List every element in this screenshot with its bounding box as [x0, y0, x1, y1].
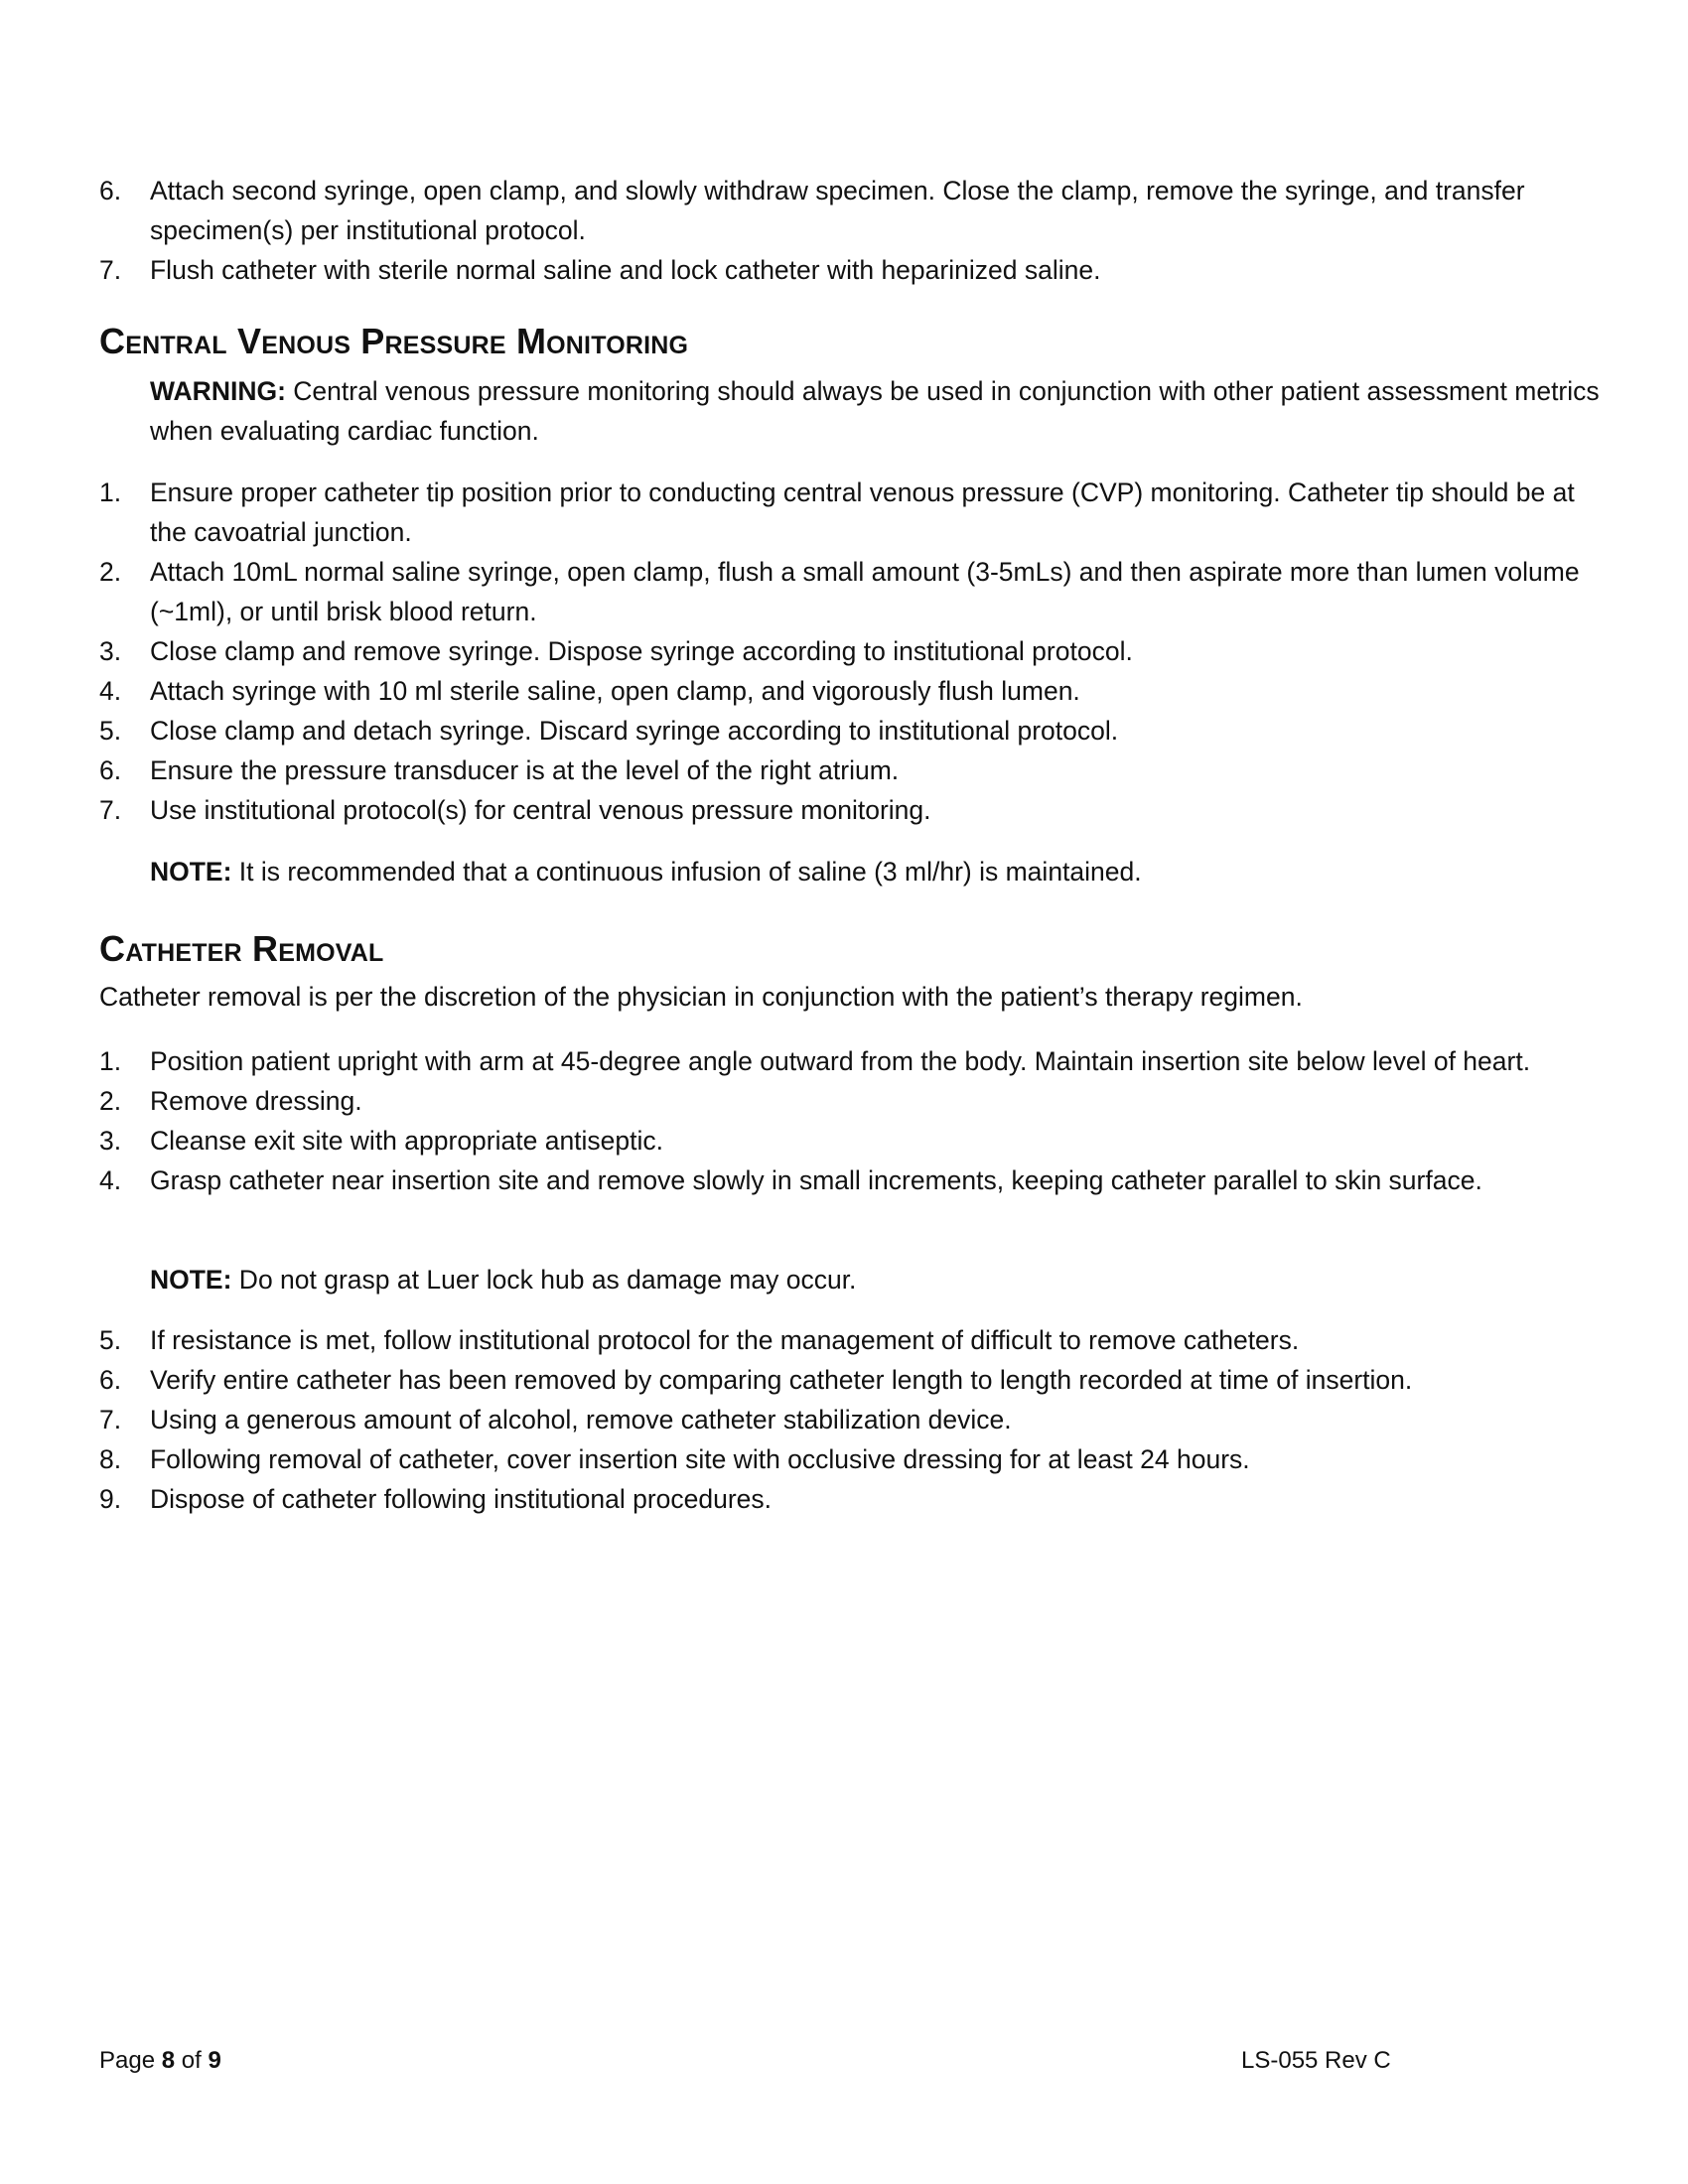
list-item	[99, 473, 1609, 552]
note-text: It is recommended that a continuous infusion of saline (3 ml/hr) is maintained.	[231, 857, 1142, 887]
list-item	[99, 1121, 1609, 1160]
page-number	[99, 2047, 221, 2075]
step-number: 3.	[99, 1126, 122, 1156]
step-text: Close clamp and remove syringe. Dispose syringe according to institutional protocol.	[150, 636, 1133, 666]
list-item	[99, 1320, 1609, 1360]
cvp-note	[150, 852, 1609, 891]
note-label: NOTE:	[150, 1265, 232, 1295]
step-text: Remove dressing.	[150, 1086, 362, 1116]
page-word: Page	[99, 2047, 162, 2074]
list-item	[99, 631, 1609, 671]
list-item	[99, 790, 1609, 830]
list-item	[99, 552, 1609, 631]
step-number: 9.	[99, 1484, 122, 1514]
step-text: Verify entire catheter has been removed by comparing catheter length to length recorded at time of insertion.	[150, 1365, 1413, 1395]
page-total: 9	[208, 2047, 221, 2074]
cvp-steps-list	[99, 473, 1609, 830]
step-text: Following removal of catheter, cover insertion site with occlusive dressing for at least 24 hours.	[150, 1444, 1250, 1474]
step-number: 7.	[99, 255, 122, 285]
step-number: 6.	[99, 755, 122, 785]
step-number: 2.	[99, 1086, 122, 1116]
step-number: 7.	[99, 1405, 122, 1434]
list-item	[99, 1081, 1609, 1121]
step-text: Attach syringe with 10 ml sterile saline, open clamp, and vigorously flush lumen.	[150, 676, 1080, 706]
step-number: 5.	[99, 716, 122, 746]
step-number: 1.	[99, 1046, 122, 1076]
step-number: 8.	[99, 1444, 122, 1474]
step-text: Grasp catheter near insertion site and remove slowly in small increments, keeping catheter parallel to skin surface.	[150, 1165, 1482, 1195]
step-text: Ensure proper catheter tip position prior to conducting central venous pressure (CVP) monitoring. Catheter tip should be at the cavoatrial junction.	[150, 478, 1575, 547]
list-item	[99, 250, 1609, 290]
step-text: Flush catheter with sterile normal saline and lock catheter with heparinized saline.	[150, 255, 1101, 285]
document-id: LS-055 Rev C	[1241, 2047, 1391, 2074]
warning-text: Central venous pressure monitoring should always be used in conjunction with other patient assessment metrics when evaluating cardiac function.	[150, 376, 1600, 446]
step-text: Using a generous amount of alcohol, remove catheter stabilization device.	[150, 1405, 1012, 1434]
list-item	[99, 1439, 1609, 1479]
removal-steps-list-b	[99, 1320, 1609, 1519]
removal-intro: Catheter removal is per the discretion of the physician in conjunction with the patient’s therapy regimen.	[99, 982, 1303, 1012]
list-item	[99, 1160, 1609, 1200]
step-text: Use institutional protocol(s) for central venous pressure monitoring.	[150, 795, 931, 825]
list-item	[99, 1360, 1609, 1400]
step-number: 4.	[99, 676, 122, 706]
step-number: 6.	[99, 176, 122, 205]
step-text: Dispose of catheter following institutional procedures.	[150, 1484, 773, 1514]
list-item	[99, 1479, 1609, 1519]
step-number: 1.	[99, 478, 122, 507]
removal-heading: Catheter Removal	[99, 928, 384, 969]
list-item	[99, 711, 1609, 751]
warning-label: WARNING:	[150, 376, 286, 406]
step-text: Position patient upright with arm at 45-degree angle outward from the body. Maintain insertion site below level of heart.	[150, 1046, 1531, 1076]
step-text: If resistance is met, follow institutional protocol for the management of difficult to remove catheters.	[150, 1325, 1300, 1355]
step-text: Cleanse exit site with appropriate antiseptic.	[150, 1126, 664, 1156]
note-label: NOTE:	[150, 857, 232, 887]
step-text: Close clamp and detach syringe. Discard syringe according to institutional protocol.	[150, 716, 1119, 746]
step-number: 3.	[99, 636, 122, 666]
list-item	[99, 751, 1609, 790]
cvp-heading: Central Venous Pressure Monitoring	[99, 321, 689, 361]
step-number: 5.	[99, 1325, 122, 1355]
list-item	[99, 171, 1609, 250]
step-number: 2.	[99, 557, 122, 587]
note-text: Do not grasp at Luer lock hub as damage may occur.	[231, 1265, 857, 1295]
list-item	[99, 1400, 1609, 1439]
cvp-warning	[150, 371, 1609, 451]
removal-steps-list-a	[99, 1041, 1609, 1200]
step-number: 6.	[99, 1365, 122, 1395]
step-number: 4.	[99, 1165, 122, 1195]
step-text: Attach second syringe, open clamp, and slowly withdraw specimen. Close the clamp, remove the syringe, and transfer specimen(s) per institutional protocol.	[150, 176, 1525, 245]
list-item	[99, 1041, 1609, 1081]
intro-steps-list	[99, 171, 1609, 290]
page-current: 8	[161, 2047, 176, 2074]
removal-note	[150, 1260, 1609, 1299]
step-text: Attach 10mL normal saline syringe, open clamp, flush a small amount (3-5mLs) and then aspirate more than lumen volume (~1ml), or until brisk blood return.	[150, 557, 1580, 626]
step-text: Ensure the pressure transducer is at the level of the right atrium.	[150, 755, 900, 785]
step-number: 7.	[99, 795, 122, 825]
of-word: of	[175, 2047, 209, 2074]
list-item	[99, 671, 1609, 711]
